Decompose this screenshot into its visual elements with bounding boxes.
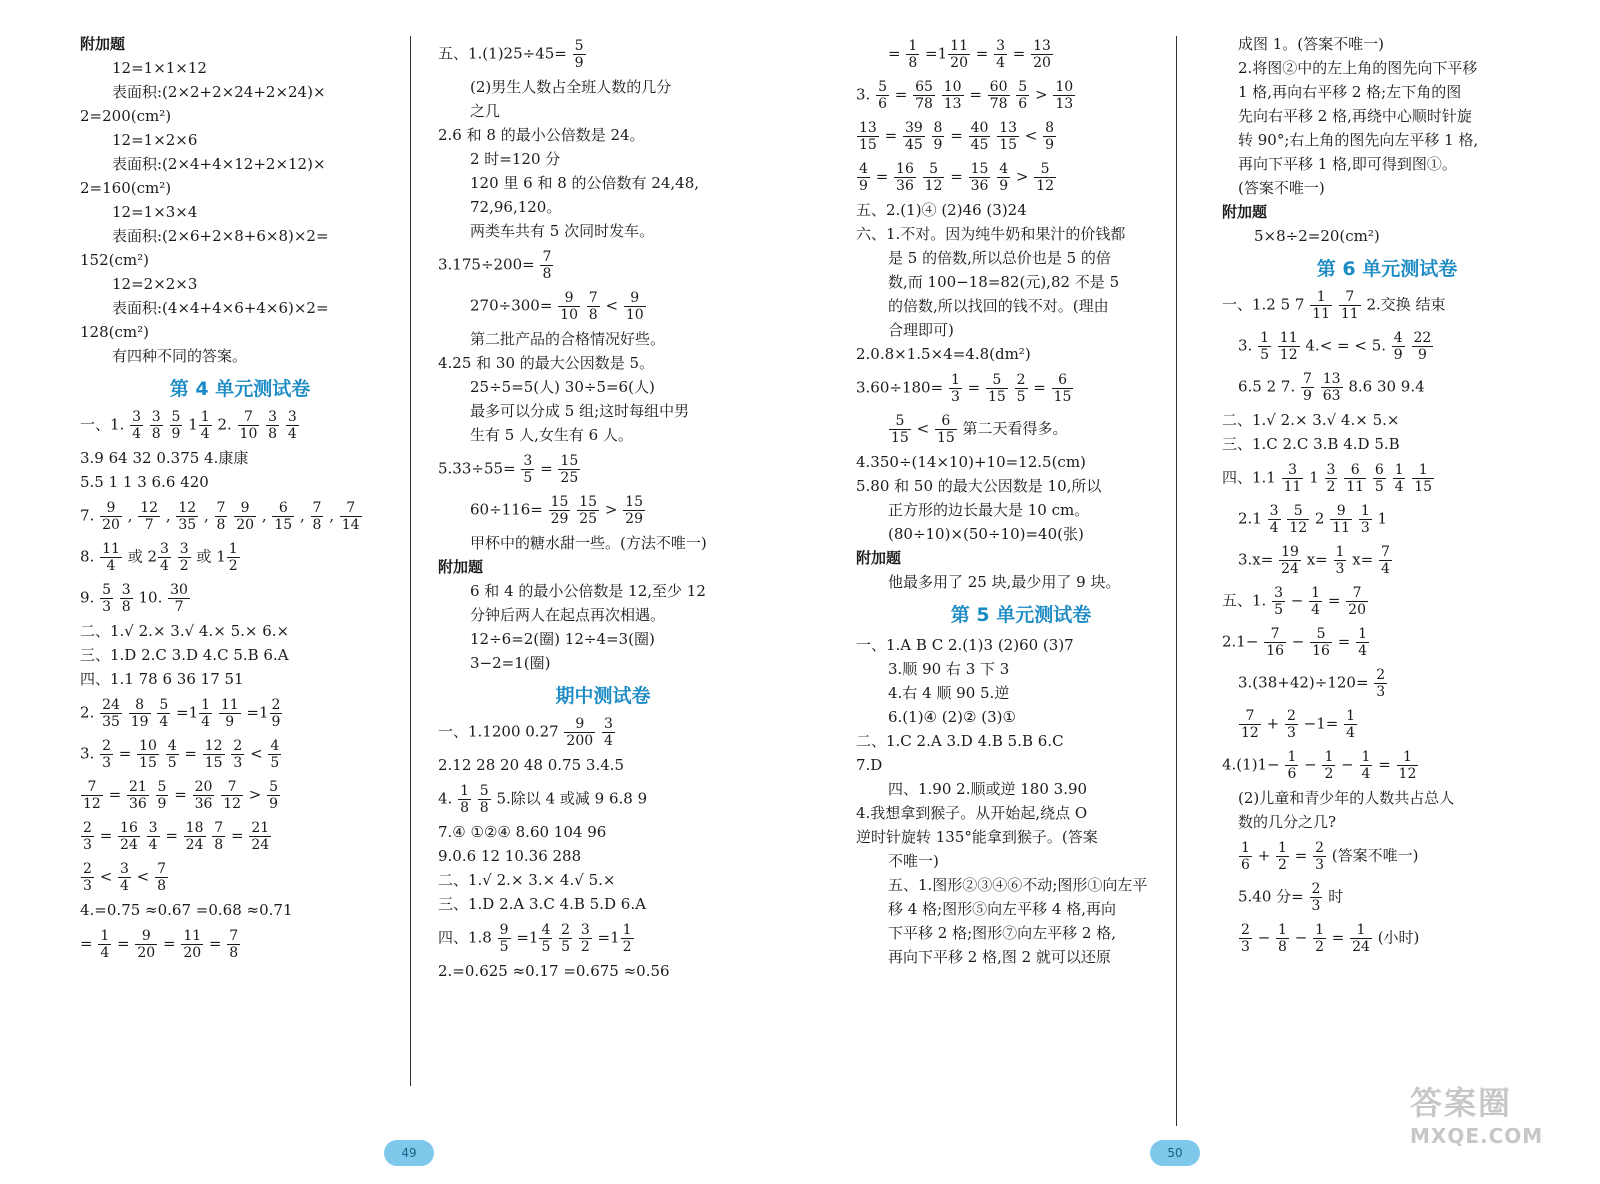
fraction: $\frac{1}{6}$	[1287, 749, 1297, 782]
col4-line: 附加题	[1222, 203, 1268, 221]
fraction: $\frac{7}{8}$	[542, 249, 552, 282]
fraction: $\frac{5}{15}$	[891, 413, 909, 446]
col2-line: 2 时=120 分	[470, 150, 561, 168]
fraction: $\frac{7}{9}$	[1303, 371, 1312, 404]
fraction: $\frac{1}{4}$	[201, 697, 211, 730]
col4-line: (答案不唯一)	[1238, 179, 1325, 197]
col3-line: 4.我想拿到猴子。从开始起,绕点 O	[856, 804, 1088, 822]
col1-line: 附加题	[80, 35, 126, 53]
fraction: $\frac{2}{3}$	[1315, 840, 1324, 873]
fraction: $\frac{13}{63}$	[1322, 371, 1341, 404]
fraction: $\frac{2}{3}$	[1311, 881, 1321, 914]
col2-line: 72,96,120。	[470, 198, 562, 216]
col3-line: (80÷10)×(50÷10)=40(张)	[888, 525, 1084, 543]
col2-line: 二、1.√ 2.× 3.× 4.√ 5.×	[438, 871, 616, 889]
fraction: $\frac{10}{15}$	[139, 738, 157, 771]
fraction: $\frac{39}{45}$	[904, 120, 923, 153]
col4-line: 5.40 分= $\frac{2}{3}$ 时	[1238, 881, 1344, 914]
col4-line: 3. $\frac{1}{5}$ $\frac{11}{12}$ 4.< = < 5. $\frac{4}{9}$ $\frac{22}{9}$	[1238, 330, 1432, 363]
fraction: $\frac{2}{3}$	[1241, 922, 1250, 955]
fraction: $\frac{3}{8}$	[268, 409, 278, 442]
col1-line: 5.5 1 1 3 6.6 420	[80, 473, 209, 491]
fraction: $\frac{1}{8}$	[1278, 922, 1287, 955]
fraction: $\frac{7}{14}$	[341, 500, 360, 533]
fraction: $\frac{7}{4}$	[1381, 544, 1390, 577]
col4-line: 2.将图②中的左上角的图先向下平移	[1238, 59, 1478, 77]
fraction: $\frac{3}{4}$	[148, 820, 158, 853]
col2-line: 4.25 和 30 的最大公因数是 5。	[438, 354, 655, 372]
fraction: $\frac{2}{3}$	[233, 738, 243, 771]
watermark-site: MXQE.COM	[1410, 1124, 1544, 1148]
col2-line: 五、1.(1)25÷45= $\frac{5}{9}$	[438, 38, 584, 71]
watermark	[1410, 1078, 1590, 1174]
col2-line: 5.33÷55= $\frac{3}{5}$ = $\frac{15}{25}$	[438, 453, 579, 486]
col2-line: 两类车共有 5 次同时发车。	[470, 222, 655, 240]
fraction: $\frac{9}{10}$	[560, 290, 578, 323]
fraction: $\frac{15}{25}$	[579, 494, 598, 527]
fraction: $\frac{1}{3}$	[1335, 544, 1345, 577]
col2-line: 分钟后两人在起点再次相遇。	[470, 606, 666, 624]
fraction: $\frac{9}{20}$	[236, 500, 255, 533]
col1-line: $\frac{2}{3}$ < $\frac{3}{4}$ < $\frac{7}{8}$	[83, 861, 166, 894]
col3-line: 4.350÷(14×10)+10=12.5(cm)	[856, 453, 1086, 471]
col3-line: 的倍数,所以找回的钱不对。(理由	[888, 297, 1109, 315]
fraction: $\frac{11}{12}$	[1279, 330, 1298, 363]
col1-line: 2. $\frac{24}{35}$ $\frac{8}{19}$ $\frac{5}{4}$ =1 $\frac{1}{4}$ $\frac{11}{9}$ =1 $\frac{2}{9}$	[80, 697, 281, 730]
col2-line: 7.④ ①②④ 8.60 104 96	[438, 823, 607, 841]
fraction: $\frac{2}{3}$	[102, 738, 112, 771]
col1-line: 有四种不同的答案。	[112, 347, 248, 365]
col3-line: 4.右 4 顺 90 5.逆	[888, 684, 1010, 702]
fraction: $\frac{5}{9}$	[574, 38, 584, 71]
fraction: $\frac{2}{3}$	[83, 861, 92, 894]
fraction: $\frac{7}{8}$	[157, 861, 166, 894]
fraction: $\frac{40}{45}$	[970, 120, 989, 153]
col3-line: 5.80 和 50 的最大公因数是 10,所以	[856, 477, 1102, 495]
fraction: $\frac{30}{7}$	[170, 582, 188, 615]
fraction: $\frac{6}{5}$	[1374, 462, 1384, 495]
section-heading: 第 4 单元测试卷	[169, 378, 311, 400]
fraction: $\frac{1}{24}$	[1352, 922, 1370, 955]
col3-line: 移 4 格;图形⑤向左平移 4 格,再向	[888, 900, 1116, 918]
col1-line: 2=160(cm²)	[80, 179, 172, 197]
col1-line: 一、1. $\frac{3}{4}$ $\frac{3}{8}$ $\frac{5}{9}$ 1 $\frac{1}{4}$ 2. $\frac{7}{10}$ $\frac{3}{8}$ $\frac{3}{4}$	[80, 409, 297, 442]
fraction: $\frac{5}{8}$	[479, 783, 489, 816]
fraction: $\frac{16}{36}$	[896, 161, 914, 194]
col3-line: 他最多用了 25 块,最少用了 9 块。	[888, 573, 1121, 591]
fraction: $\frac{1}{8}$	[460, 783, 470, 816]
column-divider-left	[410, 36, 411, 1086]
fraction: $\frac{1}{12}$	[1398, 749, 1417, 782]
section-heading: 第 5 单元测试卷	[950, 604, 1092, 626]
fraction: $\frac{15}{36}$	[970, 161, 989, 194]
fraction: $\frac{1}{4}$	[200, 409, 210, 442]
col4-line: 先向右平移 2 格,再绕中心顺时针旋	[1238, 107, 1472, 125]
fraction: $\frac{13}{15}$	[999, 120, 1018, 153]
col3-line: 2.0.8×1.5×4=4.8(dm²)	[856, 345, 1031, 363]
col4-line: 三、1.C 2.C 3.B 4.D 5.B	[1222, 435, 1400, 453]
fraction: $\frac{7}{12}$	[83, 779, 101, 812]
fraction: $\frac{7}{8}$	[216, 500, 226, 533]
col1-line: 3.9 64 32 0.375 4.康康	[80, 449, 249, 467]
fraction: $\frac{3}{4}$	[1269, 503, 1279, 536]
fraction: $\frac{22}{9}$	[1413, 330, 1432, 363]
fraction: $\frac{3}{8}$	[151, 409, 161, 442]
fraction: $\frac{3}{4}$	[120, 861, 129, 894]
fraction: $\frac{9}{10}$	[625, 290, 644, 323]
col4-line: $\frac{2}{3}$ − $\frac{1}{8}$ − $\frac{1}{2}$ = $\frac{1}{24}$ (小时)	[1241, 922, 1420, 955]
fraction: $\frac{7}{8}$	[214, 820, 224, 853]
col1-line: 9. $\frac{5}{3}$ $\frac{3}{8}$ 10. $\frac{30}{7}$	[80, 582, 188, 615]
col1-line: 四、1.1 78 6 36 17 51	[80, 670, 244, 688]
fraction: $\frac{65}{78}$	[915, 79, 933, 112]
fraction: $\frac{11}{20}$	[183, 928, 202, 961]
fraction: $\frac{3}{5}$	[1274, 585, 1284, 618]
col2-line: 之几	[470, 102, 501, 120]
fraction: $\frac{2}{5}$	[561, 922, 571, 955]
col2-line: 6 和 4 的最小公倍数是 12,至少 12	[470, 582, 706, 600]
fraction: $\frac{1}{4}$	[1358, 626, 1367, 659]
fraction: $\frac{6}{15}$	[936, 413, 955, 446]
fraction: $\frac{7}{8}$	[229, 928, 239, 961]
col4-line: 3.x= $\frac{19}{24}$ x= $\frac{1}{3}$ x= $\frac{7}{4}$	[1238, 544, 1390, 577]
col3-line: 数,而 100−18=82(元),82 不是 5	[888, 273, 1120, 291]
fraction: $\frac{10}{13}$	[1055, 79, 1074, 112]
col4-line: 转 90°;右上角的图先向左平移 1 格,	[1238, 131, 1479, 149]
col1-line: 表面积:(2×4+4×12+2×12)×	[112, 155, 326, 173]
fraction: $\frac{7}{10}$	[239, 409, 258, 442]
col4-line: 一、1.2 5 7 $\frac{1}{11}$ $\frac{7}{11}$ 2.交换 结束	[1222, 289, 1446, 322]
page-number-right: 50	[1150, 1140, 1200, 1166]
fraction: $\frac{1}{4}$	[1311, 585, 1321, 618]
col4-line: 成图 1。(答案不唯一)	[1238, 35, 1385, 53]
col3-line: 二、1.C 2.A 3.D 4.B 5.B 6.C	[856, 732, 1064, 750]
fraction: $\frac{7}{12}$	[223, 779, 242, 812]
col3-line: 6.(1)④ (2)② (3)①	[888, 708, 1016, 726]
col3-line: 五、2.(1)④ (2)46 (3)24	[856, 201, 1027, 219]
col3-line: $\frac{13}{15}$ = $\frac{39}{45}$ $\frac{8}{9}$ = $\frac{40}{45}$ $\frac{13}{15}$ < $\frac{8}{9}$	[859, 120, 1055, 153]
section-heading: 第 6 单元测试卷	[1316, 258, 1458, 280]
col3-line: 3.60÷180= $\frac{1}{3}$ = $\frac{5}{15}$ $\frac{2}{5}$ = $\frac{6}{15}$	[856, 372, 1072, 405]
col2-line: 12÷6=2(圈) 12÷4=3(圈)	[470, 630, 655, 648]
fraction: $\frac{15}{25}$	[560, 453, 579, 486]
col2-line: 4. $\frac{1}{8}$ $\frac{5}{8}$ 5.除以 4 或减 9 6.8 9	[438, 783, 648, 816]
fraction: $\frac{21}{24}$	[251, 820, 270, 853]
fraction: $\frac{13}{15}$	[859, 120, 877, 153]
fraction: $\frac{5}{12}$	[924, 161, 943, 194]
col4-line: 6.5 2 7. $\frac{7}{9}$ $\frac{13}{63}$ 8.6 30 9.4	[1238, 371, 1425, 404]
col2-line: 附加题	[438, 558, 484, 576]
col2-line: 3−2=1(圈)	[470, 654, 551, 672]
fraction: $\frac{19}{24}$	[1281, 544, 1299, 577]
fraction: $\frac{2}{3}$	[1286, 708, 1296, 741]
col4-line: 二、1.√ 2.× 3.√ 4.× 5.×	[1222, 411, 1400, 429]
col2-line: 2.=0.625 ≈0.17 =0.675 ≈0.56	[438, 962, 670, 980]
col3-line: 不唯一)	[888, 852, 939, 870]
fraction: $\frac{6}{15}$	[274, 500, 293, 533]
fraction: $\frac{1}{3}$	[1360, 503, 1370, 536]
fraction: $\frac{2}{3}$	[1376, 667, 1386, 700]
col3-line: $\frac{5}{15}$ < $\frac{6}{15}$ 第二天看得多。	[891, 413, 1068, 446]
col4-line: 五、1. $\frac{3}{5}$ − $\frac{1}{4}$ = $\frac{7}{20}$	[1222, 585, 1366, 618]
col2-line: 甲杯中的糖水甜一些。(方法不唯一)	[470, 534, 707, 552]
fraction: $\frac{1}{2}$	[1315, 922, 1324, 955]
col3-line: 3.顺 90 右 3 下 3	[888, 660, 1010, 678]
fraction: $\frac{9}{11}$	[1332, 503, 1351, 536]
fraction: $\frac{4}{5}$	[541, 922, 551, 955]
fraction: $\frac{9}{20}$	[102, 500, 120, 533]
col2-line: 3.175÷200= $\frac{7}{8}$	[438, 249, 552, 282]
col4-line: 再向下平移 1 格,即可得到图①。	[1238, 155, 1457, 173]
col1-line: 4.=0.75 ≈0.67 =0.68 ≈0.71	[80, 901, 293, 919]
col1-line: 12=2×2×3	[112, 275, 198, 293]
fraction: $\frac{4}{9}$	[999, 161, 1009, 194]
fraction: $\frac{12}{15}$	[204, 738, 223, 771]
fraction: $\frac{1}{4}$	[1346, 708, 1355, 741]
fraction: $\frac{3}{11}$	[1283, 462, 1302, 495]
fraction: $\frac{3}{2}$	[1326, 462, 1336, 495]
fraction: $\frac{7}{12}$	[1241, 708, 1259, 741]
fraction: $\frac{7}{11}$	[1340, 289, 1359, 322]
col2-line: 9.0.6 12 10.36 288	[438, 847, 582, 865]
col1-line: 3. $\frac{2}{3}$ = $\frac{10}{15}$ $\frac{4}{5}$ = $\frac{12}{15}$ $\frac{2}{3}$ < $\frac{4}{5}$	[80, 738, 280, 771]
col1-line: 表面积:(2×6+2×8+6×8)×2=	[112, 227, 329, 245]
fraction: $\frac{15}{29}$	[550, 494, 569, 527]
fraction: $\frac{1}{4}$	[100, 928, 110, 961]
column-3	[856, 30, 1186, 970]
fraction: $\frac{1}{2}$	[228, 541, 238, 574]
fraction: $\frac{11}{4}$	[102, 541, 120, 574]
fraction: $\frac{16}{24}$	[120, 820, 138, 853]
fraction: $\frac{5}{9}$	[157, 779, 167, 812]
fraction: $\frac{21}{36}$	[128, 779, 147, 812]
col1-line: 8. $\frac{11}{4}$ 或 2 $\frac{3}{4}$ $\frac{3}{2}$ 或 1 $\frac{1}{2}$	[80, 541, 238, 574]
col3-line: 是 5 的倍数,所以总价也是 5 的倍	[888, 249, 1111, 267]
col3-line: 合理即可)	[888, 321, 954, 339]
fraction: $\frac{18}{24}$	[185, 820, 204, 853]
fraction: $\frac{3}{8}$	[121, 582, 131, 615]
col4-line: 1 格,再向右平移 2 格;左下角的图	[1238, 83, 1462, 101]
column-2	[438, 30, 768, 984]
column-1	[80, 30, 400, 967]
col3-line: 再向下平移 2 格,图 2 就可以还原	[888, 948, 1111, 966]
col2-line: 120 里 6 和 8 的公倍数有 24,48,	[470, 174, 700, 192]
col3-line: 一、1.A B C 2.(1)3 (2)60 (3)7	[856, 636, 1074, 654]
fraction: $\frac{1}{5}$	[1260, 330, 1270, 363]
col2-line: 25÷5=5(人) 30÷5=6(人)	[470, 378, 655, 396]
fraction: $\frac{1}{15}$	[1414, 462, 1433, 495]
fraction: $\frac{1}{4}$	[1394, 462, 1404, 495]
col2-line: 第二批产品的合格情况好些。	[470, 330, 666, 348]
fraction: $\frac{5}{3}$	[102, 582, 112, 615]
col1-line: $\frac{2}{3}$ = $\frac{16}{24}$ $\frac{3}{4}$ = $\frac{18}{24}$ $\frac{7}{8}$ = $\frac{21}{24}$	[83, 820, 270, 853]
fraction: $\frac{1}{11}$	[1312, 289, 1331, 322]
fraction: $\frac{5}{9}$	[171, 409, 181, 442]
fraction: $\frac{5}{15}$	[987, 372, 1006, 405]
fraction: $\frac{5}{12}$	[1289, 503, 1308, 536]
fraction: $\frac{2}{9}$	[271, 697, 281, 730]
col2-line: (2)男生人数占全班人数的几分	[470, 78, 672, 96]
fraction: $\frac{11}{20}$	[950, 38, 968, 71]
fraction: $\frac{3}{4}$	[603, 716, 613, 749]
fraction: $\frac{3}{4}$	[287, 409, 297, 442]
col4-line: 5×8÷2=20(cm²)	[1254, 227, 1380, 245]
fraction: $\frac{1}{2}$	[1324, 749, 1334, 782]
fraction: $\frac{5}{9}$	[269, 779, 279, 812]
col2-line: 270÷300= $\frac{9}{10}$ $\frac{7}{8}$ < $\frac{9}{10}$	[470, 290, 644, 323]
fraction: $\frac{60}{78}$	[989, 79, 1008, 112]
col2-line: 最多可以分成 5 组;这时每组中男	[470, 402, 690, 420]
fraction: $\frac{3}{4}$	[132, 409, 142, 442]
col1-line: 152(cm²)	[80, 251, 149, 269]
fraction: $\frac{5}{12}$	[1036, 161, 1055, 194]
col1-line: 12=1×2×6	[112, 131, 198, 149]
fraction: $\frac{7}{8}$	[312, 500, 322, 533]
col3-line: 逆时针旋转 135°能拿到猴子。(答案	[856, 828, 1098, 846]
col4-line: $\frac{7}{12}$ + $\frac{2}{3}$ −1= $\frac{1}{4}$	[1241, 708, 1355, 741]
fraction: $\frac{2}{5}$	[1016, 372, 1026, 405]
col2-line: 60÷116= $\frac{15}{29}$ $\frac{15}{25}$ > $\frac{15}{29}$	[470, 494, 643, 527]
page-number-left: 49	[384, 1140, 434, 1166]
fraction: $\frac{3}{4}$	[160, 541, 169, 574]
fraction: $\frac{13}{20}$	[1033, 38, 1051, 71]
col1-line: = $\frac{1}{4}$ = $\frac{9}{20}$ = $\frac{11}{20}$ = $\frac{7}{8}$	[80, 928, 239, 961]
col3-line: 五、1.图形②③④⑥不动;图形①向左平	[888, 876, 1148, 894]
fraction: $\frac{20}{36}$	[194, 779, 213, 812]
col4-line: 四、1.1 $\frac{3}{11}$ 1 $\frac{3}{2}$ $\frac{6}{11}$ $\frac{6}{5}$ $\frac{1}{4}$ $\frac{1}{15}$	[1222, 462, 1433, 495]
fraction: $\frac{8}{9}$	[1045, 120, 1055, 153]
fraction: $\frac{5}{16}$	[1312, 626, 1330, 659]
fraction: $\frac{9}{200}$	[566, 716, 594, 749]
section-heading: 期中测试卷	[555, 685, 651, 707]
col3-line: 3. $\frac{5}{6}$ = $\frac{65}{78}$ $\frac{10}{13}$ = $\frac{60}{78}$ $\frac{5}{6}$ > $\frac{10}{13}$	[856, 79, 1074, 112]
column-4	[1222, 30, 1552, 961]
col2-line: 一、1.1200 0.27 $\frac{9}{200}$ $\frac{3}{4}$	[438, 716, 613, 749]
col4-line: 3.(38+42)÷120= $\frac{2}{3}$	[1238, 667, 1386, 700]
col1-line: 表面积:(4×4+4×6+4×6)×2=	[112, 299, 329, 317]
col3-line: $\frac{4}{9}$ = $\frac{16}{36}$ $\frac{5}{12}$ = $\frac{15}{36}$ $\frac{4}{9}$ > $\frac{5}{12}$	[859, 161, 1055, 194]
fraction: $\frac{1}{3}$	[950, 372, 960, 405]
fraction: $\frac{3}{5}$	[523, 453, 533, 486]
col4-line: 数的几分之几?	[1238, 813, 1337, 831]
fraction: $\frac{15}{29}$	[625, 494, 643, 527]
fraction: $\frac{4}{5}$	[167, 738, 177, 771]
fraction: $\frac{9}{5}$	[499, 922, 509, 955]
fraction: $\frac{9}{20}$	[137, 928, 156, 961]
fraction: $\frac{4}{5}$	[270, 738, 280, 771]
col3-line: = $\frac{1}{8}$ =1 $\frac{11}{20}$ = $\frac{3}{4}$ = $\frac{13}{20}$	[888, 38, 1051, 71]
fraction: $\frac{3}{2}$	[580, 922, 590, 955]
col4-line: (2)儿童和青少年的人数共占总人	[1238, 789, 1455, 807]
fraction: $\frac{24}{35}$	[102, 697, 120, 730]
col4-line: $\frac{1}{6}$ + $\frac{1}{2}$ = $\frac{2}{3}$ (答案不唯一)	[1241, 840, 1419, 873]
col4-line: 4.(1)1− $\frac{1}{6}$ − $\frac{1}{2}$ − $\frac{1}{4}$ = $\frac{1}{12}$	[1222, 749, 1417, 782]
fraction: $\frac{4}{9}$	[1393, 330, 1403, 363]
col1-line: 12=1×3×4	[112, 203, 198, 221]
fraction: $\frac{7}{20}$	[1348, 585, 1366, 618]
col4-line: 2.1− $\frac{7}{16}$ − $\frac{5}{16}$ = $\frac{1}{4}$	[1222, 626, 1367, 659]
fraction: $\frac{7}{16}$	[1266, 626, 1285, 659]
fraction: $\frac{8}{19}$	[130, 697, 149, 730]
col1-line: 12=1×1×12	[112, 59, 207, 77]
fraction: $\frac{1}{6}$	[1241, 840, 1250, 873]
col1-line: 二、1.√ 2.× 3.√ 4.× 5.× 6.×	[80, 622, 290, 640]
fraction: $\frac{2}{3}$	[83, 820, 92, 853]
col1-line: 7. $\frac{9}{20}$ , $\frac{12}{7}$ , $\frac{12}{35}$ , $\frac{7}{8}$ $\frac{9}{20}$ , $\frac{6}{15}$ , $\frac{7}{8}$ , $\frac{7}{14}$	[80, 500, 360, 533]
fraction: $\frac{1}{2}$	[622, 922, 632, 955]
col2-line: 三、1.D 2.A 3.C 4.B 5.D 6.A	[438, 895, 646, 913]
fraction: $\frac{10}{13}$	[943, 79, 962, 112]
fraction: $\frac{7}{8}$	[588, 290, 598, 323]
fraction: $\frac{5}{4}$	[159, 697, 169, 730]
col1-line: 2=200(cm²)	[80, 107, 172, 125]
fraction: $\frac{4}{9}$	[859, 161, 868, 194]
col1-line: 三、1.D 2.C 3.D 4.C 5.B 6.A	[80, 646, 289, 664]
col3-line: 四、1.90 2.顺或逆 180 3.90	[888, 780, 1088, 798]
fraction: $\frac{3}{4}$	[996, 38, 1006, 71]
col3-line: 正方形的边长最大是 10 cm。	[888, 501, 1090, 519]
watermark-logo-text: 答案圈	[1410, 1084, 1513, 1122]
col1-line: 表面积:(2×2+2×24+2×24)×	[112, 83, 326, 101]
fraction: $\frac{1}{2}$	[1278, 840, 1287, 873]
fraction: $\frac{1}{4}$	[1361, 749, 1371, 782]
col1-line: 128(cm²)	[80, 323, 149, 341]
col2-line: 2.6 和 8 的最小公倍数是 24。	[438, 126, 645, 144]
col3-line: 六、1.不对。因为纯牛奶和果汁的价钱都	[856, 225, 1126, 243]
fraction: $\frac{11}{9}$	[220, 697, 239, 730]
fraction: $\frac{3}{2}$	[179, 541, 189, 574]
col2-line: 2.12 28 20 48 0.75 3.4.5	[438, 756, 625, 774]
fraction: $\frac{6}{15}$	[1053, 372, 1072, 405]
fraction: $\frac{1}{8}$	[908, 38, 918, 71]
col3-line: 下平移 2 格;图形⑦向左平移 2 格,	[888, 924, 1116, 942]
fraction: $\frac{12}{35}$	[178, 500, 197, 533]
fraction: $\frac{8}{9}$	[933, 120, 943, 153]
col2-line: 生有 5 人,女生有 6 人。	[470, 426, 633, 444]
col4-line: 2.1 $\frac{3}{4}$ $\frac{5}{12}$ 2 $\frac{9}{11}$ $\frac{1}{3}$ 1	[1238, 503, 1388, 536]
col1-line: $\frac{7}{12}$ = $\frac{21}{36}$ $\frac{5}{9}$ = $\frac{20}{36}$ $\frac{7}{12}$ > $\frac{5}{9}$	[83, 779, 279, 812]
col3-line: 7.D	[856, 756, 883, 774]
fraction: $\frac{12}{7}$	[140, 500, 159, 533]
col2-line: 四、1.8 $\frac{9}{5}$ =1 $\frac{4}{5}$ $\frac{2}{5}$ $\frac{3}{2}$ =1 $\frac{1}{2}$	[438, 922, 632, 955]
col3-line: 附加题	[856, 549, 902, 567]
fraction: $\frac{6}{11}$	[1346, 462, 1365, 495]
fraction: $\frac{5}{6}$	[1018, 79, 1028, 112]
fraction: $\frac{5}{6}$	[878, 79, 888, 112]
